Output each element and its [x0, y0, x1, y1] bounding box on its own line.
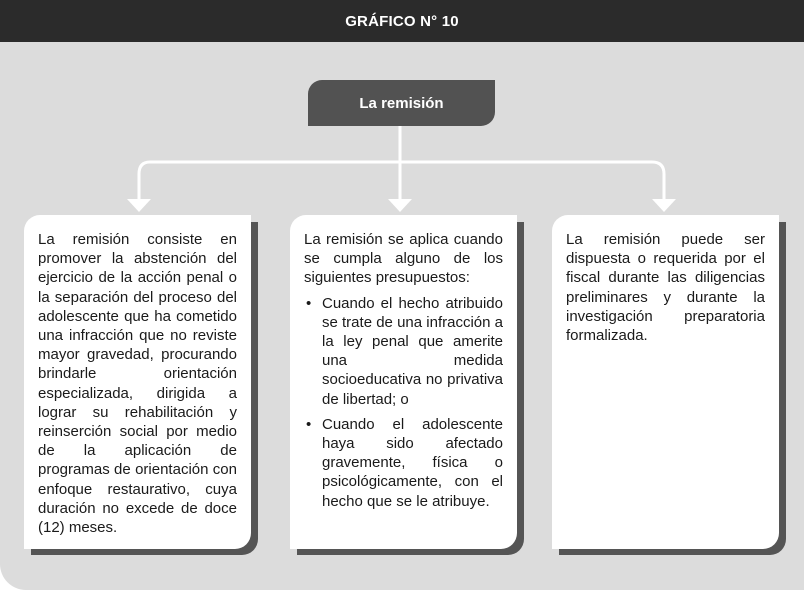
box-2-bullet-1: • Cuando el hecho atribuido se trate de una infracción a la ley penal que amerite una medida socioeducativa no privativa de libertad; o — [304, 294, 503, 409]
box-2-list — [304, 294, 503, 511]
box-2-intro: La remisión se aplica cuando se cumpla alguno de los siguientes presupuestos: — [304, 231, 503, 287]
arrowhead-center — [388, 199, 412, 212]
arrowhead-right — [652, 199, 676, 212]
box-1 — [24, 215, 251, 549]
box-3-text: La remisión puede ser dispuesta o requerida por el fiscal durante las diligencias preliminares y durante la investigación preparatoria formalizada. — [566, 231, 765, 345]
box-3 — [552, 215, 779, 549]
connector-horizontal — [150, 162, 664, 174]
connector-left — [139, 162, 150, 200]
box-2 — [290, 215, 517, 549]
box-1-text: La remisión consiste en promover la abstención del ejercicio de la acción penal o la separación del proceso del adolescente que ha cometido una infracción que no reviste mayor gravedad, procurando brindarle orientación especializada, dirigida a lograr su rehabilitación y reinserción social por medio de la aplicación de programas de orientación con enfoque restaurativo, cuya duración no excede de doce (12) meses. — [38, 231, 237, 537]
figure-title: GRÁFICO N° 10 — [345, 12, 459, 30]
box-2-bullet-2: • Cuando el adolescente haya sido afectado gravemente, física o psicológicamente, con el hecho que se le atribuye. — [304, 415, 503, 511]
root-node-label: La remisión — [359, 94, 444, 112]
arrowhead-left — [127, 199, 151, 212]
root-node — [308, 80, 495, 126]
